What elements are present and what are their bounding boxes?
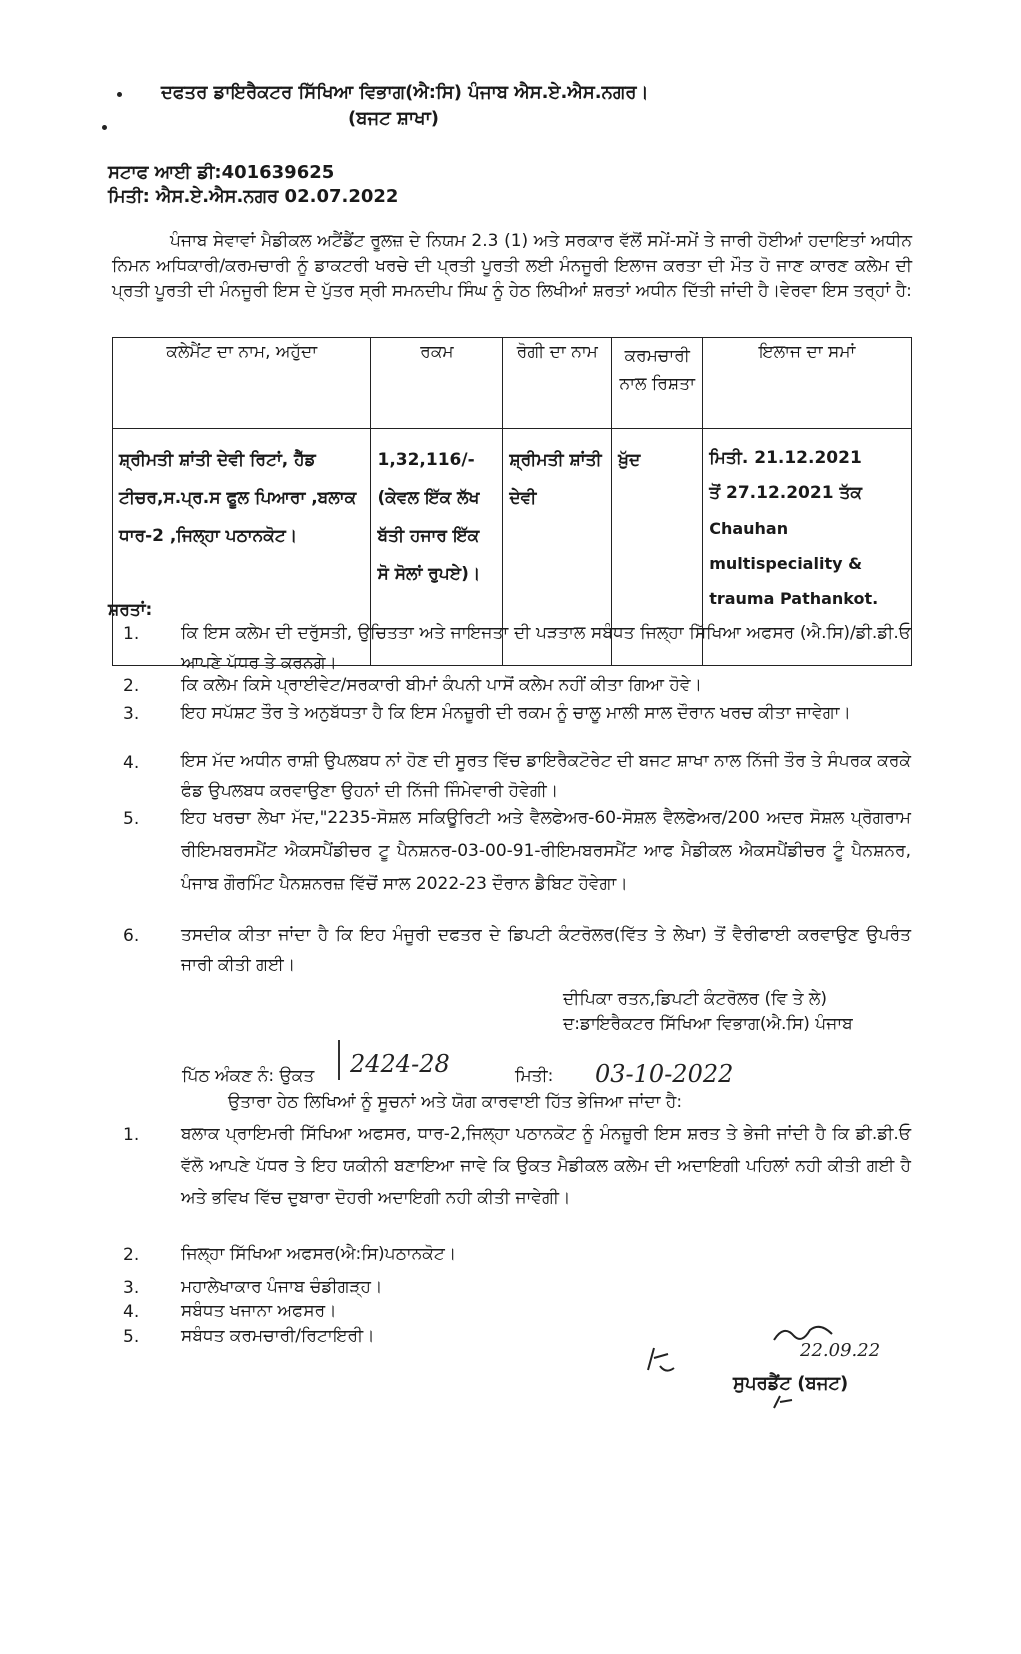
conditions-title: ਸ਼ਰਤਾਂ: <box>108 600 153 620</box>
bracket-mark <box>338 1040 346 1080</box>
copy-number: 2. <box>123 1245 140 1265</box>
cell-relation: ਖ਼ੁੱਦ <box>612 429 703 666</box>
scan-mark <box>102 125 107 130</box>
col-header-amount: ਰਕਮ <box>371 338 503 429</box>
copy-text: ਜਿਲ੍ਹਾ ਸਿੱਖਿਆ ਅਫਸਰ(ਐ:ਸਿ)ਪਠਾਨਕੋਟ। <box>181 1244 457 1264</box>
table-header-row <box>113 338 912 429</box>
scan-mark <box>117 92 122 97</box>
copy-number: 5. <box>123 1327 140 1347</box>
small-mark <box>770 1392 800 1414</box>
condition-number: 1. <box>123 624 140 644</box>
condition-number: 5. <box>123 809 140 829</box>
copy-line: ਉਤਾਰਾ ਹੇਠ ਲਿਖਿਆਂ ਨੂੰ ਸੂਚਨਾਂ ਅਤੇ ਯੋਗ ਕਾਰਵਾਈ ਹਿੱਤ ਭੇਜਿਆ ਜਾਂਦਾ ਹੈ: <box>228 1092 683 1112</box>
initials-signature <box>640 1340 680 1380</box>
signatory-name: ਦੀਪਿਕਾ ਰਤਨ,ਡਿਪਟੀ ਕੰਟਰੋਲਰ (ਵਿ ਤੇ ਲੇ) <box>563 989 828 1009</box>
superintendent-title: ਸੁਪਰਡੈਂਟ (ਬਜਟ) <box>733 1373 849 1394</box>
col-header-patient: ਰੋਗੀ ਦਾ ਨਾਮ <box>503 338 612 429</box>
cell-amount: 1,32,116/-(ਕੇਵਲ ਇੱਕ ਲੱਖ ਬੱਤੀ ਹਜਾਰ ਇੱਕ ਸੋ ਸੋਲਾਂ ਰੁਪਏ)। <box>371 429 503 666</box>
endorsement-number: 2424-28 <box>350 1050 450 1078</box>
copy-text: ਸਬੰਧਤ ਖਜਾਨਾ ਅਫਸਰ। <box>181 1301 337 1321</box>
condition-number: 2. <box>123 676 140 696</box>
handwritten-date: 22.09.22 <box>800 1340 881 1361</box>
condition-text: ਇਹ ਸਪੱਸ਼ਟ ਤੌਰ ਤੇ ਅਨੁਬੱਧਤਾ ਹੈ ਕਿ ਇਸ ਮੰਨਜ਼ੂਰੀ ਦੀ ਰਕਮ ਨੂੰ ਚਾਲੂ ਮਾਲੀ ਸਾਲ ਦੌਰਾਨ ਖਰਚ ਕੀਤਾ ਜਾਵੇਗਾ। <box>181 703 851 723</box>
period-to: ਤੋਂ 27.12.2021 ਤੱਕ <box>709 483 862 503</box>
hospital-line-1: Chauhan <box>709 519 789 538</box>
col-header-claimant: ਕਲੇਮੈਂਟ ਦਾ ਨਾਮ, ਅਹੁੱਦਾ <box>113 338 371 429</box>
copy-number: 1. <box>123 1125 140 1145</box>
condition-text: ਇਹ ਖਰਚਾ ਲੇਖਾ ਮੱਦ,"2235-ਸੋਸ਼ਲ ਸਕਿਊਰਿਟੀ ਅਤੇ ਵੈਲਫੇਅਰ-60-ਸੋਸ਼ਲ ਵੈਲਫੇਅਰ/200 ਅਦਰ ਸੋਸ਼ਲ ਪ੍ਰੋਗਰਾਮ ਰੀਇਮਬਰਸਮੈਂਟ ਐਕਸਪੈਂਡੀਚਰ ਟੂ ਪੈਨਸ਼ਨਰ-03-00-91-ਰੀਇਮਬਰਸਮੈਂਟ ਆਫ ਮੈਡੀਕਲ ਐਕਸਪੈਂਡੀਚਰ ਟੂੰ ਪੈਨਸ਼ਨਰ, ਪੰਜਾਬ ਗੌਰਮਿੰਟ ਪੈਨਸ਼ਨਰਜ਼ ਵਿੱਚੋਂ ਸਾਲ 2022-23 ਦੌਰਾਨ ਡੈਬਿਟ ਹੋਵੇਗਾ। <box>181 808 911 894</box>
endorsement-date: 03-10-2022 <box>595 1060 734 1088</box>
condition-text: ਤਸਦੀਕ ਕੀਤਾ ਜਾਂਦਾ ਹੈ ਕਿ ਇਹ ਮੰਜੂਰੀ ਦਫਤਰ ਦੇ ਡਿਪਟੀ ਕੰਟਰੋਲਰ(ਵਿੱਤ ਤੇ ਲੇਖਾ) ਤੋਂ ਵੈਰੀਫਾਈ ਕਰਵਾਉਣ ਉਪਰੰਤ ਜਾਰੀ ਕੀਤੀ ਗਈ। <box>181 925 911 975</box>
copy-text: ਸਬੰਧਤ ਕਰਮਚਾਰੀ/ਰਿਟਾਇਰੀ। <box>181 1326 375 1346</box>
condition-number: 4. <box>123 753 140 773</box>
condition-text: ਕਿ ਕਲੇਮ ਕਿਸੇ ਪ੍ਰਾਈਵੇਟ/ਸਰਕਾਰੀ ਬੀਮਾਂ ਕੰਪਨੀ ਪਾਸੋਂ ਕਲੇਮ ਨਹੀਂ ਕੀਤਾ ਗਿਆ ਹੋਵੇ। <box>181 675 702 695</box>
cell-claimant: ਸ਼੍ਰੀਮਤੀ ਸ਼ਾਂਤੀ ਦੇਵੀ ਰਿਟਾਂ, ਹੈੱਡ ਟੀਚਰ,ਸ.ਪ੍ਰ.ਸ ਫੂਲ ਪਿਆਰਾ ,ਬਲਾਕ ਧਾਰ-2 ,ਜਿਲ੍ਹਾ ਪਠਾਨਕੋਟ। <box>113 429 371 666</box>
copy-text: ਮਹਾਲੇਖਾਕਾਰ ਪੰਜਾਬ ਚੰਡੀਗੜ੍ਹ। <box>181 1277 383 1297</box>
endorsement-label: ਪਿੱਠ ਅੰਕਣ ਨੰ: ਉਕਤ <box>182 1066 315 1086</box>
copy-number: 4. <box>123 1302 140 1322</box>
staff-id: ਸਟਾਫ ਆਈ ਡੀ:401639625 <box>108 162 335 183</box>
col-header-relation: ਕਰਮਚਾਰੀ ਨਾਲ ਰਿਸ਼ਤਾ <box>612 338 703 429</box>
condition-text: ਇਸ ਮੱਦ ਅਧੀਨ ਰਾਸ਼ੀ ਉਪਲਬਧ ਨਾਂ ਹੋਣ ਦੀ ਸੂਰਤ ਵਿੱਚ ਡਾਇਰੈਕਟੋਰੇਟ ਦੀ ਬਜਟ ਸ਼ਾਖਾ ਨਾਲ ਨਿੱਜੀ ਤੌਰ ਤੇ ਸੰਪਰਕ ਕਰਕੇ ਫੰਡ ਉਪਲਬਧ ਕਰਵਾਉਣਾ ਉਹਨਾਂ ਦੀ ਨਿੱਜੀ ਜਿੰਮੇਵਾਰੀ ਹੋਵੇਗੀ। <box>181 751 911 801</box>
hospital-line-3: trauma Pathankot. <box>709 589 879 608</box>
endorsement-date-label: ਮਿਤੀ: <box>515 1066 554 1086</box>
period-from: ਮਿਤੀ. 21.12.2021 <box>709 448 862 468</box>
cell-patient: ਸ਼੍ਰੀਮਤੀ ਸ਼ਾਂਤੀ ਦੇਵੀ <box>503 429 612 666</box>
claim-table <box>112 337 912 666</box>
condition-number: 6. <box>123 926 140 946</box>
signatory-office: ਦ:ਡਾਇਰੈਕਟਰ ਸਿੱਖਿਆ ਵਿਭਾਗ(ਐ.ਸਿ) ਪੰਜਾਬ <box>563 1014 853 1034</box>
condition-text: ਕਿ ਇਸ ਕਲੇਮ ਦੀ ਦਰੁੱਸਤੀ, ਉਚਿਤਤਾ ਅਤੇ ਜਾਇਜਤਾ ਦੀ ਪੜਤਾਲ ਸਬੰਧਤ ਜਿਲ੍ਹਾ ਸਿੱਖਿਆ ਅਫਸਰ (ਐ.ਸਿ)/ਡੀ.ਡੀ.ਓ ਆਪਣੇ ਪੱਧਰ ਤੇ ਕਰਨਗੇ। <box>181 623 911 673</box>
branch-heading: (ਬਜਟ ਸ਼ਾਖਾ) <box>348 108 439 129</box>
intro-paragraph: ਪੰਜਾਬ ਸੇਵਾਵਾਂ ਮੈਡੀਕਲ ਅਟੈਂਡੈਂਟ ਰੂਲਜ਼ ਦੇ ਨਿਯਮ 2.3 (1) ਅਤੇ ਸਰਕਾਰ ਵੱਲੋਂ ਸਮੇਂ-ਸਮੇਂ ਤੇ ਜਾਰੀ ਹੋਈਆਂ ਹਦਾਇਤਾਂ ਅਧੀਨ ਨਿਮਨ ਅਧਿਕਾਰੀ/ਕਰਮਚਾਰੀ ਨੂੰ ਡਾਕਟਰੀ ਖਰਚੇ ਦੀ ਪ੍ਰਤੀ ਪੂਰਤੀ ਲਈ ਮੰਨਜੂਰੀ ਇਲਾਜ ਕਰਤਾ ਦੀ ਮੌਤ ਹੋ ਜਾਣ ਕਾਰਣ ਕਲੇਮ ਦੀ ਪ੍ਰਤੀ ਪੂਰਤੀ ਦੀ ਮੰਨਜੂਰੀ ਇਸ ਦੇ ਪੁੱਤਰ ਸ੍ਰੀ ਸਮਨਦੀਪ ਸਿੰਘ ਨੂੰ ਹੇਠ ਲਿਖੀਆਂ ਸ਼ਰਤਾਂ ਅਧੀਨ ਦਿੱਤੀ ਜਾਂਦੀ ਹੈ।ਵੇਰਵਾ ਇਸ ਤਰ੍ਹਾਂ ਹੈ: <box>112 231 912 301</box>
letter-date: ਮਿਤੀ: ਐਸ.ਏ.ਐਸ.ਨਗਰ 02.07.2022 <box>108 186 399 207</box>
copy-number: 3. <box>123 1278 140 1298</box>
col-header-period: ਇਲਾਜ ਦਾ ਸਮਾਂ <box>703 338 912 429</box>
hospital-line-2: multispeciality & <box>709 554 863 573</box>
condition-number: 3. <box>123 704 140 724</box>
office-heading: ਦਫਤਰ ਡਾਇਰੈਕਟਰ ਸਿੱਖਿਆ ਵਿਭਾਗ(ਐ:ਸਿ) ਪੰਜਾਬ ਐਸ.ਏ.ਐਸ.ਨਗਰ। <box>161 82 649 103</box>
copy-text: ਬਲਾਕ ਪ੍ਰਾਇਮਰੀ ਸਿੱਖਿਆ ਅਫਸਰ, ਧਾਰ-2,ਜਿਲ੍ਹਾ ਪਠਾਨਕੋਟ ਨੂੰ ਮੰਨਜ਼ੂਰੀ ਇਸ ਸ਼ਰਤ ਤੇ ਭੇਜੀ ਜਾਂਦੀ ਹੈ ਕਿ ਡੀ.ਡੀ.ਓ ਵੱਲੋ ਆਪਣੇ ਪੱਧਰ ਤੇ ਇਹ ਯਕੀਨੀ ਬਣਾਇਆ ਜਾਵੇ ਕਿ ਉਕਤ ਮੈਡੀਕਲ ਕਲੇਮ ਦੀ ਅਦਾਇਗੀ ਪਹਿਲਾਂ ਨਹੀ ਕੀਤੀ ਗਈ ਹੈ ਅਤੇ ਭਵਿਖ ਵਿੱਚ ਦੁਬਾਰਾ ਦੋਹਰੀ ਅਦਾਇਗੀ ਨਹੀ ਕੀਤੀ ਜਾਵੇਗੀ। <box>181 1124 911 1208</box>
